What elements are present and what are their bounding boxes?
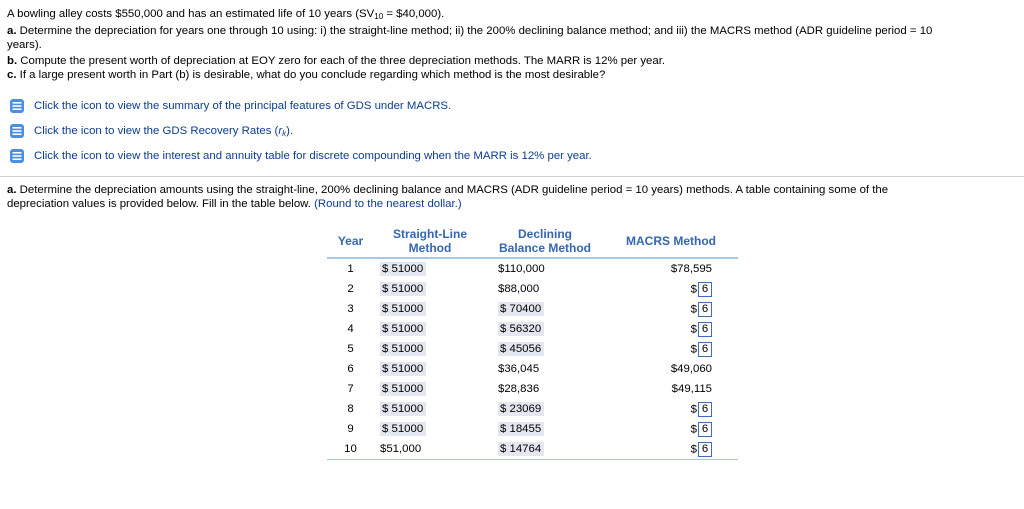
header-year-label: Year [337,234,364,248]
depreciation-table [327,225,738,460]
straight-line-answer[interactable]: $ 51000 [380,342,426,356]
part-a-question [7,183,888,197]
declining-balance-value: $36,045 [498,363,540,375]
dollar-sign: $ [690,343,697,356]
declining-balance-answer[interactable]: $ 23069 [498,402,544,416]
header-macrs [604,225,738,258]
part-b-statement [7,54,665,68]
part-a-question-cont [7,197,462,211]
macrs-value: $49,060 [670,363,712,375]
year-cell: 7 [347,383,354,395]
link-macrs-summary[interactable] [9,98,451,114]
declining-balance-cell [486,258,604,279]
straight-line-answer[interactable]: $ 51000 [380,322,426,336]
macrs-cell [604,379,738,399]
straight-line-cell [374,339,486,359]
declining-balance-answer[interactable]: $ 56320 [498,322,544,336]
macrs-value: $49,115 [671,383,712,395]
macrs-cell [604,279,738,299]
declining-balance-value: $88,000 [498,283,540,295]
year-cell: 3 [347,303,354,315]
straight-line-cell [374,439,486,460]
year-cell: 6 [347,363,354,375]
dollar-sign: $ [690,403,697,416]
link-text[interactable]: Click the icon to view the interest and annuity table for discrete compounding when the MARR is 12% per year. [34,150,592,162]
macrs-input-field[interactable]: 6 [698,282,712,297]
link-interest-table[interactable] [9,148,592,164]
part-a-text: Determine the depreciation for years one through 10 using: i) the straight-line method; ii) the 200% declining balance method; and iii) the MACRS method (ADR guideline period = 10 [16,25,933,37]
straight-line-answer[interactable]: $ 51000 [380,282,426,296]
dollar-sign: $ [690,303,697,316]
declining-balance-cell [486,359,604,379]
part-a-text-cont: years). [7,39,42,51]
table-header-row [327,225,738,258]
straight-line-answer[interactable]: $ 51000 [380,362,426,376]
part-a-question-label: a. [7,184,17,196]
document-icon[interactable] [9,98,25,114]
macrs-cell [604,419,738,439]
year-cell: 9 [347,423,354,435]
straight-line-value: $51,000 [380,443,422,455]
header-year [327,225,374,258]
straight-line-answer[interactable]: $ 51000 [380,302,426,316]
straight-line-answer[interactable]: $ 51000 [380,262,426,276]
intro-text: A bowling alley costs $550,000 and has an estimated life of 10 years (SV [7,8,375,20]
problem-intro [7,7,444,21]
section-divider [0,176,1024,177]
year-cell: 2 [347,283,354,295]
rate-subscript[interactable]: k [282,129,287,138]
part-c-text: If a large present worth in Part (b) is desirable, what do you conclude regarding which method is the most desirable? [16,69,606,81]
year-cell: 10 [327,439,374,460]
header-db-line2: Balance Method [498,241,591,255]
intro-subscript: 10 [374,12,384,21]
part-a-statement [7,24,932,38]
part-a-question-text-cont: depreciation values is provided below. Fill in the table below. [7,198,315,210]
declining-balance-value: $28,836 [498,383,540,395]
part-c-label: c. [7,69,17,81]
straight-line-cell [374,319,486,339]
declining-balance-cell [486,379,604,399]
part-a-statement-cont [7,38,42,52]
straight-line-cell [374,279,486,299]
header-db-line1: Declining [517,227,572,241]
macrs-input-field[interactable]: 6 [698,302,712,317]
intro-suffix: = $40,000). [383,8,445,20]
part-b-text: Compute the present worth of depreciation at EOY zero for each of the three depreciation methods. The MARR is 12% per year. [17,55,666,67]
dollar-sign: $ [690,323,697,336]
macrs-input-field[interactable]: 6 [698,342,712,357]
macrs-input-field[interactable]: 6 [698,322,712,337]
header-sl-line1: Straight-Line [393,227,467,241]
table-row [327,439,738,460]
table-row [327,399,738,419]
declining-balance-value: $110,000 [498,263,545,275]
year-cell: 1 [347,263,354,275]
header-straight-line [374,225,486,258]
declining-balance-answer[interactable]: $ 14764 [498,442,544,456]
dollar-sign: $ [690,443,697,456]
header-macrs-label: MACRS Method [626,234,716,248]
year-cell: 8 [347,403,354,415]
macrs-input-field[interactable]: 6 [698,442,712,457]
declining-balance-cell [486,399,604,419]
declining-balance-cell [486,299,604,319]
part-a-question-text: Determine the depreciation amounts using the straight-line, 200% declining balance and MACRS (ADR guideline period = 10 years) methods. A table containing some of the [16,184,889,196]
header-declining-balance [486,225,604,258]
table-row [327,319,738,339]
declining-balance-answer[interactable]: $ 45056 [498,342,544,356]
macrs-input-field[interactable]: 6 [698,402,712,417]
document-icon[interactable] [9,123,25,139]
link-gds-rates[interactable] [9,123,293,139]
table-row [327,379,738,399]
straight-line-cell [374,379,486,399]
rounding-hint: (Round to the nearest dollar.) [314,198,462,210]
document-icon[interactable] [9,148,25,164]
declining-balance-answer[interactable]: $ 70400 [498,302,544,316]
declining-balance-cell [486,339,604,359]
link-text[interactable] [34,125,293,137]
header-sl-line2: Method [408,241,452,255]
straight-line-answer[interactable]: $ 51000 [380,402,426,416]
table-row [327,359,738,379]
straight-line-cell [374,359,486,379]
link-text[interactable]: Click the icon to view the summary of the principal features of GDS under MACRS. [34,100,452,112]
table-row [327,299,738,319]
macrs-cell [604,399,738,419]
macrs-cell [604,299,738,319]
declining-balance-cell [486,419,604,439]
part-c-statement [7,68,605,82]
link-text-suffix[interactable]: ). [286,125,294,137]
link-text-prefix[interactable]: Click the icon to view the GDS Recovery Rates ( [34,125,279,137]
macrs-cell [604,319,738,339]
declining-balance-cell [486,279,604,299]
part-b-label: b. [7,55,18,67]
macrs-cell [604,339,738,359]
straight-line-answer[interactable]: $ 51000 [380,382,426,396]
dollar-sign: $ [690,283,697,296]
dollar-sign: $ [690,423,697,436]
table-row [327,279,738,299]
macrs-cell [604,439,738,460]
straight-line-cell [374,299,486,319]
table-row [327,419,738,439]
year-cell: 5 [347,343,354,355]
rate-variable[interactable]: r [278,125,283,137]
macrs-value: $78,595 [670,263,712,275]
table-row [327,339,738,359]
macrs-input-field[interactable]: 6 [698,422,712,437]
straight-line-answer[interactable]: $ 51000 [380,422,426,436]
declining-balance-answer[interactable]: $ 18455 [498,422,544,436]
straight-line-cell [374,399,486,419]
straight-line-cell [374,419,486,439]
table-row [327,258,738,279]
declining-balance-cell [486,439,604,460]
part-a-label: a. [7,25,17,37]
macrs-cell [604,258,738,279]
straight-line-cell [374,258,486,279]
year-cell: 4 [347,323,354,335]
declining-balance-cell [486,319,604,339]
macrs-cell [604,359,738,379]
